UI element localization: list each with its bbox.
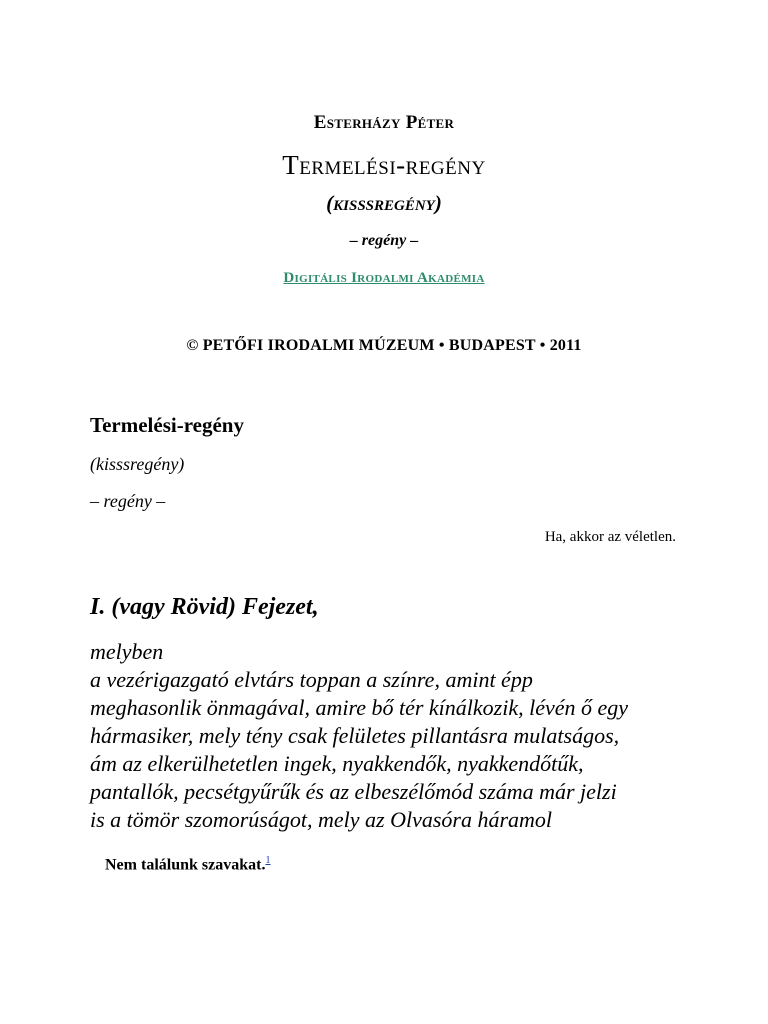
footnote-link[interactable]: 1 [265,855,271,866]
chapter-summary-line: pantallók, pecsétgyűrűk és az elbeszélőmód száma már jelzi [90,779,617,804]
chapter-summary [90,638,730,834]
book-subtitle: (kisssregény) [326,191,442,215]
first-sentence [105,851,270,874]
inner-subtitle: (kisssregény) [90,454,185,474]
footnote-marker [265,851,270,866]
chapter-summary-line: ám az elkerülhetetlen ingek, nyakkendők, nyakkendőtűk, [90,751,584,776]
publisher-link-container [0,270,768,287]
inner-genre: – regény – [90,491,166,511]
book-title: Termelési-regény [282,150,486,180]
chapter-summary-line: melyben [90,639,164,664]
chapter-summary-line: is a tömör szomorúságot, mely az Olvasóra háramol [90,807,553,832]
chapter-summary-line: hármasiker, mely tény csak felületes pillantásra mulatságos, [90,723,620,748]
first-sentence-text: Nem találunk szavakat. [105,856,266,874]
author-name: Esterházy Péter [313,112,455,133]
copyright-line: © PETŐFI IRODALMI MÚZEUM • BUDAPEST • 2011 [186,337,582,354]
motto: Ha, akkor az véletlen. [544,529,676,545]
publisher-link[interactable]: Digitális Irodalmi Akadémia [283,270,485,286]
chapter-summary-line: meghasonlik önmagával, amire bő tér kínálkozik, lévén ő egy [90,695,629,720]
book-genre: – regény – [349,232,419,249]
inner-title: Termelési-regény [90,413,244,437]
chapter-summary-line: a vezérigazgató elvtárs toppan a színre, amint épp [90,667,533,692]
chapter-title: I. (vagy Rövid) Fejezet, [90,594,319,620]
